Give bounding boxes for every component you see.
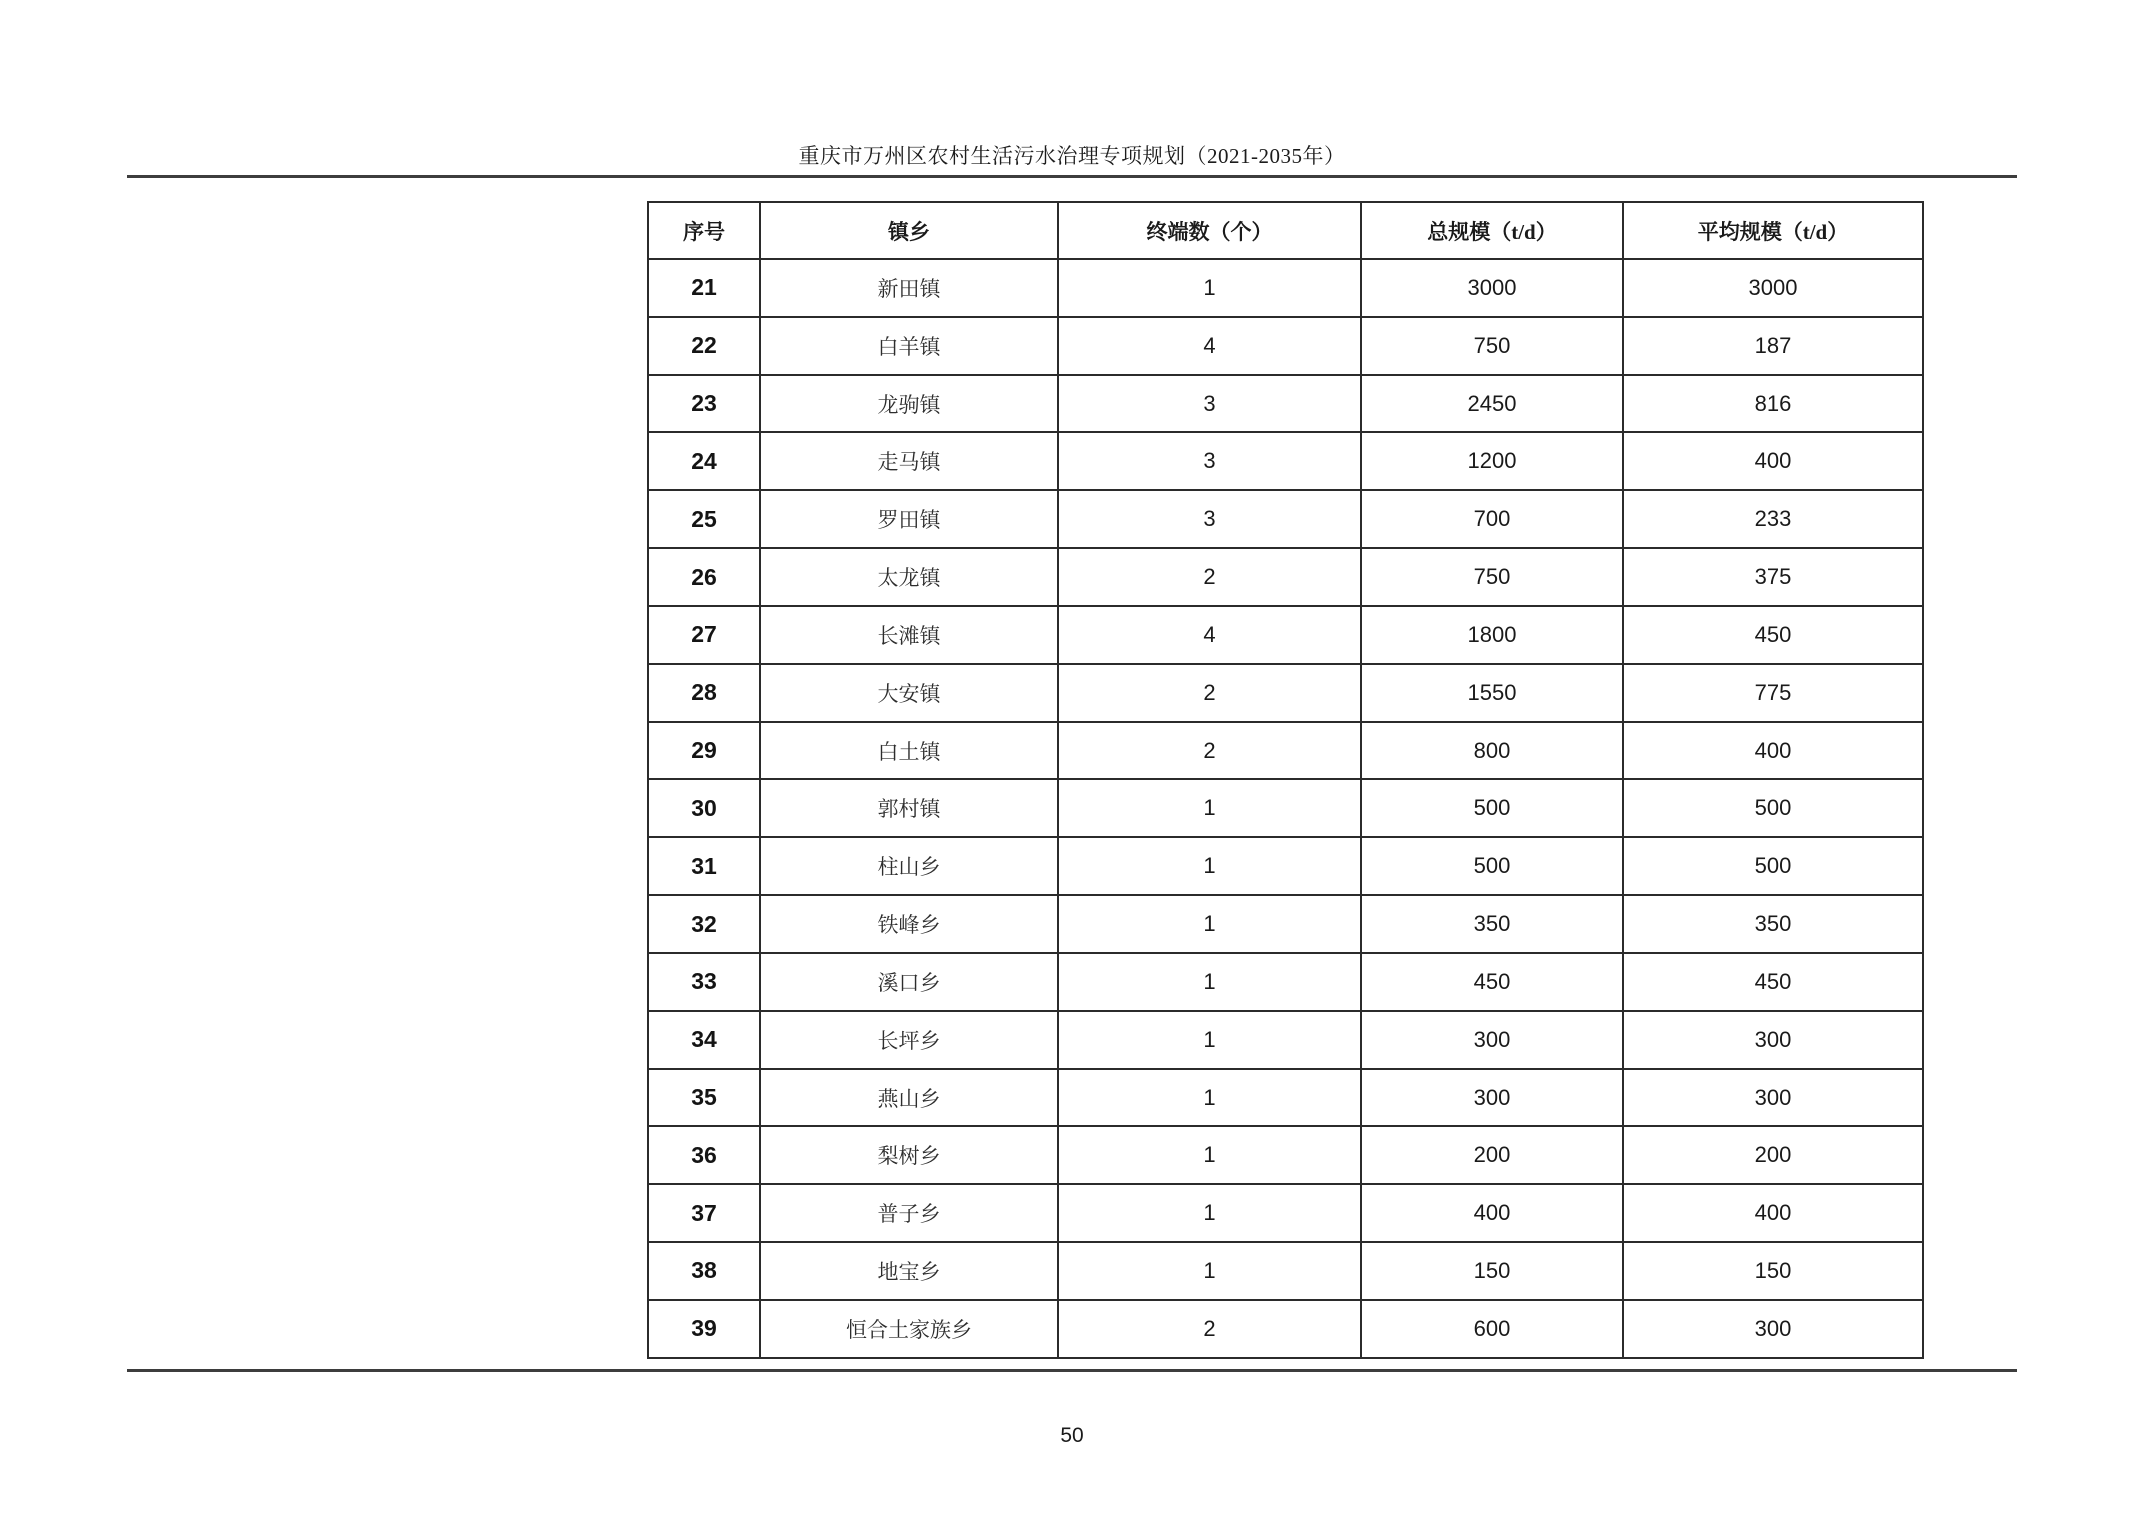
cell-total-scale: 2450: [1361, 375, 1623, 433]
cell-township-name: 白土镇: [760, 722, 1058, 780]
cell-township-name: 走马镇: [760, 432, 1058, 490]
cell-average-scale: 775: [1623, 664, 1923, 722]
cell-township-name: 白羊镇: [760, 317, 1058, 375]
cell-terminal-count: 1: [1058, 259, 1361, 317]
table-row: [648, 722, 1923, 780]
cell-serial-number: 37: [648, 1184, 760, 1242]
cell-total-scale: 300: [1361, 1069, 1623, 1127]
cell-township-name: 溪口乡: [760, 953, 1058, 1011]
cell-average-scale: 375: [1623, 548, 1923, 606]
cell-average-scale: 400: [1623, 432, 1923, 490]
cell-serial-number: 21: [648, 259, 760, 317]
cell-serial-number: 39: [648, 1300, 760, 1358]
cell-total-scale: 600: [1361, 1300, 1623, 1358]
cell-total-scale: 1200: [1361, 432, 1623, 490]
cell-terminal-count: 1: [1058, 895, 1361, 953]
cell-total-scale: 200: [1361, 1126, 1623, 1184]
column-header-no: 序号: [648, 202, 760, 259]
cell-average-scale: 500: [1623, 837, 1923, 895]
cell-township-name: 梨树乡: [760, 1126, 1058, 1184]
cell-average-scale: 400: [1623, 1184, 1923, 1242]
cell-terminal-count: 2: [1058, 664, 1361, 722]
cell-terminal-count: 2: [1058, 722, 1361, 780]
cell-terminal-count: 1: [1058, 1184, 1361, 1242]
cell-average-scale: 400: [1623, 722, 1923, 780]
cell-terminal-count: 1: [1058, 779, 1361, 837]
cell-average-scale: 450: [1623, 953, 1923, 1011]
cell-average-scale: 350: [1623, 895, 1923, 953]
cell-terminal-count: 2: [1058, 1300, 1361, 1358]
cell-total-scale: 750: [1361, 317, 1623, 375]
cell-terminal-count: 2: [1058, 548, 1361, 606]
table-row: [648, 1069, 1923, 1127]
cell-average-scale: 300: [1623, 1300, 1923, 1358]
cell-total-scale: 750: [1361, 548, 1623, 606]
footer-rule: [127, 1369, 2017, 1372]
column-header-terminals: 终端数（个）: [1058, 202, 1361, 259]
table-row: [648, 490, 1923, 548]
cell-total-scale: 150: [1361, 1242, 1623, 1300]
cell-serial-number: 24: [648, 432, 760, 490]
cell-serial-number: 26: [648, 548, 760, 606]
cell-township-name: 恒合土家族乡: [760, 1300, 1058, 1358]
cell-average-scale: 3000: [1623, 259, 1923, 317]
cell-township-name: 燕山乡: [760, 1069, 1058, 1127]
table-row: [648, 606, 1923, 664]
cell-township-name: 郭村镇: [760, 779, 1058, 837]
cell-serial-number: 23: [648, 375, 760, 433]
township-scale-table: [647, 201, 1924, 1359]
cell-serial-number: 28: [648, 664, 760, 722]
cell-terminal-count: 1: [1058, 1242, 1361, 1300]
cell-total-scale: 1550: [1361, 664, 1623, 722]
cell-total-scale: 300: [1361, 1011, 1623, 1069]
table-row: [648, 317, 1923, 375]
table-row: [648, 1126, 1923, 1184]
page-header-title: 重庆市万州区农村生活污水治理专项规划（2021-2035年）: [798, 144, 1346, 168]
table-row: [648, 895, 1923, 953]
table-row: [648, 779, 1923, 837]
cell-total-scale: 3000: [1361, 259, 1623, 317]
table-row: [648, 548, 1923, 606]
cell-serial-number: 34: [648, 1011, 760, 1069]
table-row: [648, 664, 1923, 722]
cell-total-scale: 500: [1361, 837, 1623, 895]
table-row: [648, 432, 1923, 490]
cell-average-scale: 300: [1623, 1011, 1923, 1069]
cell-township-name: 新田镇: [760, 259, 1058, 317]
table-row: [648, 1011, 1923, 1069]
cell-terminal-count: 1: [1058, 1069, 1361, 1127]
cell-average-scale: 450: [1623, 606, 1923, 664]
cell-township-name: 罗田镇: [760, 490, 1058, 548]
cell-township-name: 太龙镇: [760, 548, 1058, 606]
cell-terminal-count: 3: [1058, 432, 1361, 490]
cell-terminal-count: 3: [1058, 375, 1361, 433]
table-row: [648, 1300, 1923, 1358]
header-rule: [127, 175, 2017, 178]
page-number: 50: [1060, 1424, 1084, 1447]
cell-total-scale: 800: [1361, 722, 1623, 780]
cell-township-name: 龙驹镇: [760, 375, 1058, 433]
cell-township-name: 长滩镇: [760, 606, 1058, 664]
cell-serial-number: 35: [648, 1069, 760, 1127]
cell-township-name: 地宝乡: [760, 1242, 1058, 1300]
table-row: [648, 837, 1923, 895]
cell-total-scale: 450: [1361, 953, 1623, 1011]
cell-total-scale: 500: [1361, 779, 1623, 837]
cell-average-scale: 187: [1623, 317, 1923, 375]
table-row: [648, 259, 1923, 317]
cell-average-scale: 233: [1623, 490, 1923, 548]
table-row: [648, 1184, 1923, 1242]
cell-township-name: 长坪乡: [760, 1011, 1058, 1069]
cell-average-scale: 200: [1623, 1126, 1923, 1184]
column-header-town: 镇乡: [760, 202, 1058, 259]
cell-serial-number: 22: [648, 317, 760, 375]
cell-terminal-count: 1: [1058, 953, 1361, 1011]
cell-terminal-count: 1: [1058, 1011, 1361, 1069]
cell-total-scale: 350: [1361, 895, 1623, 953]
cell-serial-number: 33: [648, 953, 760, 1011]
cell-average-scale: 816: [1623, 375, 1923, 433]
table-row: [648, 953, 1923, 1011]
cell-terminal-count: 1: [1058, 1126, 1361, 1184]
cell-average-scale: 300: [1623, 1069, 1923, 1127]
cell-township-name: 柱山乡: [760, 837, 1058, 895]
table-header-row: [648, 202, 1923, 259]
cell-terminal-count: 4: [1058, 606, 1361, 664]
cell-terminal-count: 3: [1058, 490, 1361, 548]
cell-township-name: 普子乡: [760, 1184, 1058, 1242]
cell-serial-number: 29: [648, 722, 760, 780]
cell-terminal-count: 1: [1058, 837, 1361, 895]
cell-serial-number: 25: [648, 490, 760, 548]
cell-serial-number: 36: [648, 1126, 760, 1184]
cell-total-scale: 1800: [1361, 606, 1623, 664]
table-row: [648, 375, 1923, 433]
cell-serial-number: 27: [648, 606, 760, 664]
cell-serial-number: 32: [648, 895, 760, 953]
cell-township-name: 大安镇: [760, 664, 1058, 722]
cell-total-scale: 400: [1361, 1184, 1623, 1242]
cell-serial-number: 31: [648, 837, 760, 895]
cell-township-name: 铁峰乡: [760, 895, 1058, 953]
cell-serial-number: 38: [648, 1242, 760, 1300]
cell-total-scale: 700: [1361, 490, 1623, 548]
cell-terminal-count: 4: [1058, 317, 1361, 375]
cell-serial-number: 30: [648, 779, 760, 837]
cell-average-scale: 150: [1623, 1242, 1923, 1300]
column-header-total-scale: 总规模（t/d）: [1361, 202, 1623, 259]
column-header-avg-scale: 平均规模（t/d）: [1623, 202, 1923, 259]
table-row: [648, 1242, 1923, 1300]
cell-average-scale: 500: [1623, 779, 1923, 837]
